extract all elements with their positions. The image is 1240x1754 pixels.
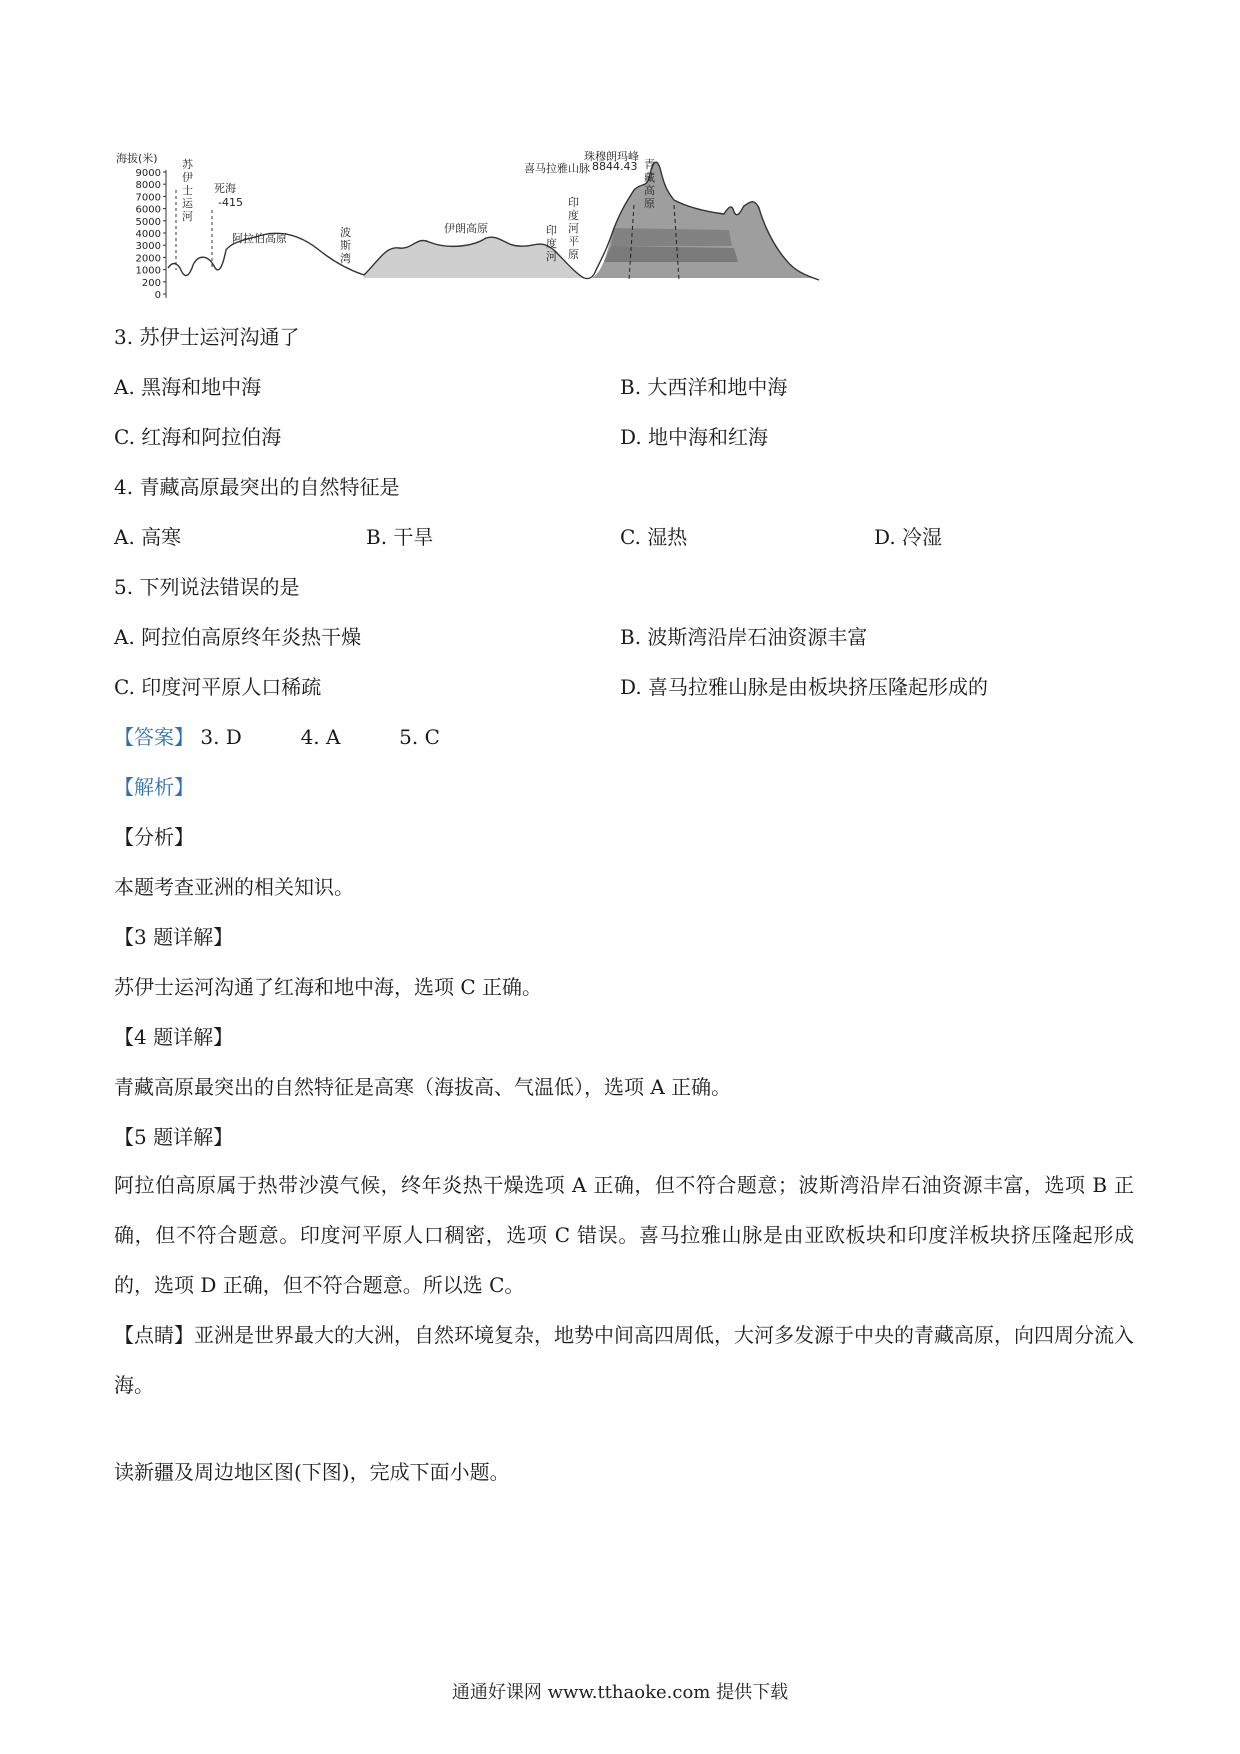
q4-option-a: A. 高寒	[114, 525, 182, 549]
y-tick-label: 5000	[135, 216, 161, 228]
q3-detail-label: 【3 题详解】	[114, 925, 234, 949]
y-tick-label: 2000	[135, 253, 161, 265]
label-persian-gulf: 波斯湾	[340, 226, 351, 265]
q4-option-c: C. 湿热	[620, 525, 688, 549]
tibet-band	[611, 228, 732, 246]
label-himalaya: 喜马拉雅山脉	[524, 162, 590, 175]
footer-watermark: 通通好课网 www.tthaoke.com 提供下载	[451, 1682, 789, 1703]
question-4-stem: 4. 青藏高原最突出的自然特征是	[114, 475, 400, 499]
y-tick-label: 9000	[135, 168, 161, 179]
y-tick-label: 1000	[135, 265, 161, 277]
q3-detail-text: 苏伊士运河沟通了红海和地中海，选项 C 正确。	[114, 975, 543, 999]
y-tick-label: 3000	[135, 241, 161, 253]
y-tick-label: 6000	[135, 204, 161, 216]
y-tick-label: 200	[141, 277, 161, 289]
answer-4: 4. A	[300, 725, 341, 749]
answer-3: 3. D	[200, 725, 242, 749]
fenxi-text: 本题考查亚洲的相关知识。	[114, 875, 354, 899]
next-section-intro: 读新疆及周边地区图(下图)，完成下面小题。	[114, 1460, 510, 1484]
label-everest: 珠穆朗玛峰	[584, 150, 639, 163]
y-axis-ticks	[136, 168, 166, 300]
question-5-stem: 5. 下列说法错误的是	[114, 575, 300, 599]
y-tick-label: 7000	[135, 192, 161, 204]
q3-option-d: D. 地中海和红海	[620, 425, 769, 449]
label-dead-sea: 死海	[214, 182, 236, 195]
answer-5: 5. C	[399, 725, 440, 749]
q5-option-a: A. 阿拉伯高原终年炎热干燥	[114, 625, 362, 649]
q3-option-c: C. 红海和阿拉伯海	[114, 425, 282, 449]
q3-option-a: A. 黑海和地中海	[114, 375, 262, 399]
axis-title: 海拔(米)	[116, 152, 158, 165]
q4-option-d: D. 冷湿	[874, 525, 943, 549]
q5-option-b: B. 波斯湾沿岸石油资源丰富	[620, 625, 868, 649]
y-tick-label: 8000	[135, 180, 161, 192]
label-tibet-plateau: 青藏高原	[644, 158, 655, 210]
fenxi-label: 【分析】	[114, 825, 194, 849]
answer-label: 【答案】	[114, 725, 194, 749]
q4-detail-text: 青藏高原最突出的自然特征是高寒（海拔高、气温低），选项 A 正确。	[114, 1075, 732, 1099]
q5-option-c: C. 印度河平原人口稀疏	[114, 675, 322, 699]
question-3-stem: 3. 苏伊士运河沟通了	[114, 325, 300, 349]
q5-detail-text: 阿拉伯高原属于热带沙漠气候，终年炎热干燥选项 A 正确，但不符合题意；波斯湾沿岸石油资源丰富，选项 B 正确，但不符合题意。印度河平原人口稠密，选项 C 错误。喜马拉雅山脉是由亚欧板块和印度洋板块挤压隆起形成的，选项 D 正确，但不符合题意。所以选 C。	[114, 1173, 1134, 1297]
q4-detail-label: 【4 题详解】	[114, 1025, 234, 1049]
y-tick-label: 4000	[135, 229, 161, 240]
tibet-band	[604, 246, 738, 262]
label-indus-river: 印度河	[546, 224, 557, 263]
label-iranian-plateau: 伊朗高原	[444, 222, 488, 235]
q5-option-d: D. 喜马拉雅山脉是由板块挤压隆起形成的	[620, 675, 989, 699]
y-tick-label: 0	[154, 290, 161, 300]
label-suez: 苏伊士运河	[182, 158, 193, 223]
q5-detail-label: 【5 题详解】	[114, 1125, 234, 1149]
terrain-profile-figure	[114, 150, 834, 300]
answer-line	[114, 723, 440, 751]
q4-option-b: B. 干旱	[366, 525, 434, 549]
dianjing-label: 【点睛】	[114, 1323, 194, 1347]
label-everest-value: 8844.43	[592, 160, 638, 173]
label-arabian-plateau: 阿拉伯高原	[232, 232, 287, 245]
label-indus-plain: 印度河平原	[568, 196, 579, 261]
dianjing-paragraph	[114, 1310, 1134, 1410]
q3-option-b: B. 大西洋和地中海	[620, 375, 788, 399]
label-dead-sea-value: -415	[218, 196, 243, 209]
analysis-label: 【解析】	[114, 775, 194, 799]
dianjing-text: 亚洲是世界最大的大洲，自然环境复杂，地势中间高四周低，大河多发源于中央的青藏高原，向四周分流入海。	[114, 1323, 1134, 1397]
